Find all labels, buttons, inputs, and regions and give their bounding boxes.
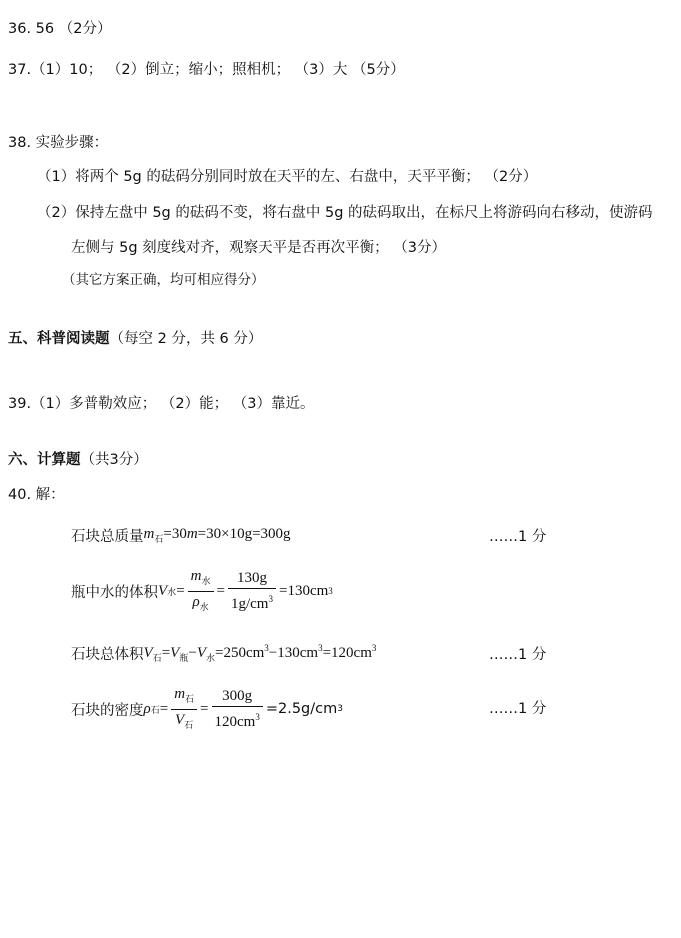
section-5-title: 五、科普阅读题 bbox=[8, 331, 110, 347]
equals: = bbox=[159, 700, 169, 717]
subscript: 瓶 bbox=[179, 652, 189, 663]
symbol-v: V bbox=[175, 711, 185, 728]
symbol-m: m bbox=[186, 525, 198, 542]
denominator bbox=[171, 710, 197, 734]
subscript: 石 bbox=[184, 719, 194, 730]
symbol-v: V bbox=[196, 644, 206, 661]
minus: − bbox=[188, 644, 197, 661]
numerator bbox=[188, 567, 214, 592]
subscript: 石 bbox=[152, 652, 162, 663]
numerator: 130g bbox=[228, 569, 276, 589]
calc-density-line bbox=[71, 686, 343, 732]
answer-37: 37.（1）10； （2）倒立；缩小；照相机； （3）大 （5分） bbox=[8, 62, 405, 78]
answer-38-step1: （1）将两个 5g 的砝码分别同时放在天平的左、右盘中，天平平衡； （2分） bbox=[37, 169, 538, 185]
fraction-m-over-v bbox=[171, 685, 197, 734]
symbol-rho: ρ bbox=[143, 700, 151, 717]
subscript: 石 bbox=[150, 704, 160, 715]
expr: −130cm bbox=[268, 644, 319, 661]
symbol-m: m bbox=[143, 525, 155, 542]
calc-density-label: 石块的密度 bbox=[71, 702, 144, 719]
expr: =250cm bbox=[215, 644, 265, 661]
denominator bbox=[212, 707, 263, 731]
section-5-note: （每空 2 分，共 6 分） bbox=[109, 331, 263, 347]
denominator bbox=[228, 589, 276, 613]
calc-stone-volume-formula bbox=[144, 643, 377, 664]
equals: = bbox=[200, 700, 209, 717]
numerator: 300g bbox=[212, 687, 263, 707]
section-6-heading bbox=[8, 450, 148, 470]
answer-36: 36. 56 （2分） bbox=[8, 21, 112, 37]
calc-density-formula bbox=[144, 685, 266, 734]
answer-38-step2-line2: 左侧与 5g 刻度线对齐，观察天平是否再次平衡； （3分） bbox=[71, 240, 446, 256]
denominator bbox=[188, 592, 214, 616]
symbol-v: V bbox=[158, 582, 168, 599]
superscript: 3 bbox=[371, 642, 377, 653]
answer-40: 40. 解： bbox=[8, 487, 65, 503]
fraction-values bbox=[228, 569, 276, 613]
calc-stone-volume-line bbox=[71, 642, 376, 664]
calc-mass-score: ……1 分 bbox=[489, 529, 547, 545]
calc-mass-formula bbox=[144, 526, 291, 545]
symbol-m: m bbox=[190, 567, 202, 584]
answer-38-note: （其它方案正确，均可相应得分） bbox=[62, 272, 265, 288]
fraction-m-over-rho bbox=[188, 567, 214, 616]
symbol-m: m bbox=[174, 685, 186, 702]
section-6-note: （共3分） bbox=[80, 452, 148, 468]
symbol-v: V bbox=[170, 644, 180, 661]
result: =130cm bbox=[278, 582, 329, 599]
result: =2.5g/cm bbox=[265, 701, 338, 717]
section-6-title: 六、计算题 bbox=[8, 452, 81, 468]
calc-density-score: ……1 分 bbox=[489, 701, 547, 717]
fraction-values bbox=[212, 687, 263, 731]
equals: = bbox=[216, 582, 225, 599]
answer-38-title: 38. 实验步骤： bbox=[8, 135, 109, 151]
answer-38-step2-line1: （2）保持左盘中 5g 的砝码不变，将右盘中 5g 的砝码取出，在标尺上将游码向右移动，使游码 bbox=[37, 205, 653, 221]
symbol-rho: ρ bbox=[192, 593, 200, 610]
calc-stone-volume-label: 石块总体积 bbox=[71, 646, 144, 663]
section-5-heading bbox=[8, 329, 262, 349]
superscript: 3 bbox=[255, 712, 260, 722]
answer-39: 39.（1）多普勒效应； （2）能； （3）靠近。 bbox=[8, 396, 315, 412]
subscript: 水 bbox=[167, 586, 177, 597]
denominator-text: 120cm bbox=[214, 714, 256, 730]
subscript: 水 bbox=[205, 652, 215, 663]
calc-water-formula bbox=[158, 567, 333, 616]
calc-water-volume-line bbox=[71, 568, 333, 614]
denominator-text: 1g/cm bbox=[230, 596, 269, 612]
expr: =30×10g=300g bbox=[197, 525, 291, 542]
superscript: 3 bbox=[318, 642, 323, 653]
subscript: 水 bbox=[201, 575, 211, 586]
superscript: 3 bbox=[264, 642, 269, 653]
superscript: 3 bbox=[337, 704, 343, 714]
expr: =120cm bbox=[322, 644, 372, 661]
superscript: 3 bbox=[328, 586, 333, 596]
subscript: 石 bbox=[185, 693, 195, 704]
numerator bbox=[171, 685, 197, 710]
expr: =30 bbox=[163, 525, 187, 542]
calc-water-label: 瓶中水的体积 bbox=[71, 584, 158, 601]
subscript: 水 bbox=[199, 601, 209, 612]
equals: = bbox=[176, 582, 185, 599]
subscript: 石 bbox=[154, 533, 164, 544]
calc-mass-label: 石块总质量 bbox=[71, 528, 144, 545]
symbol-v: V bbox=[143, 644, 153, 661]
calc-stone-volume-score: ……1 分 bbox=[489, 647, 547, 663]
equals: = bbox=[161, 644, 171, 661]
superscript: 3 bbox=[268, 594, 273, 604]
calc-mass-line bbox=[71, 524, 291, 546]
